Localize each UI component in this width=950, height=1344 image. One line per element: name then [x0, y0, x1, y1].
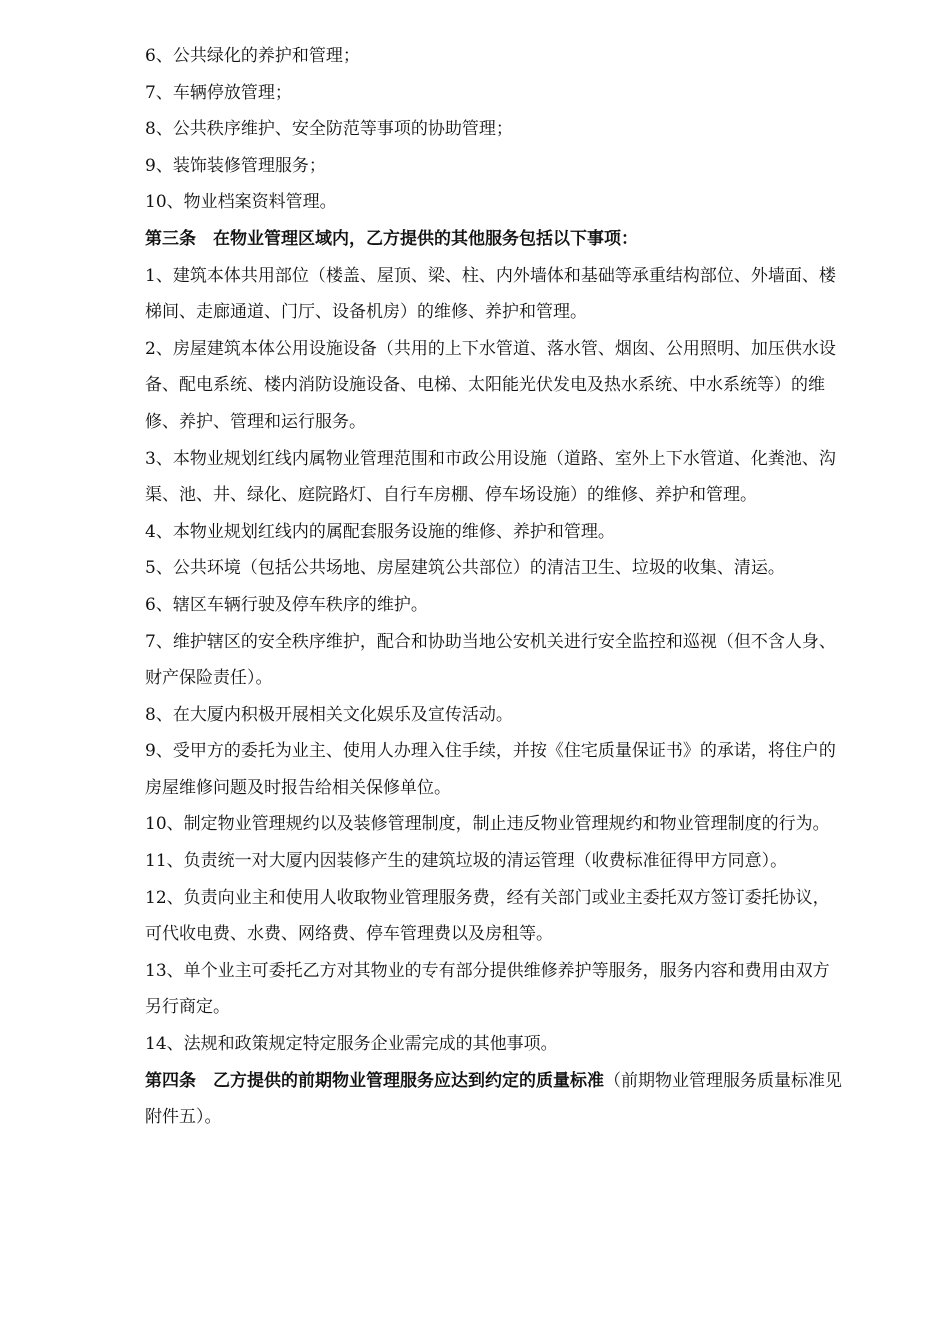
list-item: 4、本物业规划红线内的属配套服务设施的维修、养护和管理。: [145, 521, 615, 542]
article-4-heading: [145, 1063, 845, 1136]
article-3-heading: 第三条 在物业管理区域内，乙方提供的其他服务包括以下事项：: [145, 228, 638, 249]
list-item: 9、装饰装修管理服务；: [145, 155, 326, 176]
list-item: 12、负责向业主和使用人收取物业管理服务费，经有关部门或业主委托双方签订委托协议，可代收电费、水费、网络费、停车管理费以及房租等。: [145, 887, 830, 945]
list-item: 14、法规和政策规定特定服务企业需完成的其他事项。: [145, 1034, 558, 1055]
article-4-title: 第四条 乙方提供的前期物业管理服务应达到约定的质量标准: [145, 1070, 604, 1091]
list-item: 7、车辆停放管理；: [145, 82, 292, 103]
list-item: 1、建筑本体共用部位（楼盖、屋顶、梁、柱、内外墙体和基础等承重结构部位、外墙面、楼梯间、走廊通道、门厅、设备机房）的维修、养护和管理。: [145, 265, 836, 323]
article-4-note: （前期物业管理服务质量标准见附件五）。: [145, 1070, 842, 1128]
list-item: 6、辖区车辆行驶及停车秩序的维护。: [145, 594, 428, 615]
list-item: 10、物业档案资料管理。: [145, 192, 337, 213]
list-item: 3、本物业规划红线内属物业管理范围和市政公用设施（道路、室外上下水管道、化粪池、沟渠、池、井、绿化、庭院路灯、自行车房棚、停车场设施）的维修、养护和管理。: [145, 448, 836, 506]
list-item: 2、房屋建筑本体公用设施设备（共用的上下水管道、落水管、烟囱、公用照明、加压供水设备、配电系统、楼内消防设施设备、电梯、太阳能光伏发电及热水系统、中水系统等）的维修、养护、管理和运行服务。: [145, 338, 836, 432]
list-item: 6、公共绿化的养护和管理；: [145, 46, 360, 66]
list-item: 11、负责统一对大厦内因装修产生的建筑垃圾的清运管理（收费标准征得甲方同意）。: [145, 851, 788, 872]
list-item: 9、受甲方的委托为业主、使用人办理入住手续，并按《住宅质量保证书》的承诺，将住户的房屋维修问题及时报告给相关保修单位。: [145, 741, 836, 798]
list-item: 8、在大厦内积极开展相关文化娱乐及宣传活动。: [145, 704, 513, 725]
list-item: 5、公共环境（包括公共场地、房屋建筑公共部位）的清洁卫生、垃圾的收集、清运。: [145, 558, 785, 579]
list-item: 7、维护辖区的安全秩序维护，配合和协助当地公安机关进行安全监控和巡视（但不含人身、财产保险责任）。: [145, 631, 836, 689]
document-page: [145, 38, 845, 1136]
list-item: 13、单个业主可委托乙方对其物业的专有部分提供维修养护等服务，服务内容和费用由双方另行商定。: [145, 960, 830, 1018]
list-item: 10、制定物业管理规约以及装修管理制度，制止违反物业管理规约和物业管理制度的行为。: [145, 814, 830, 835]
list-item: 8、公共秩序维护、安全防范等事项的协助管理；: [145, 119, 513, 140]
